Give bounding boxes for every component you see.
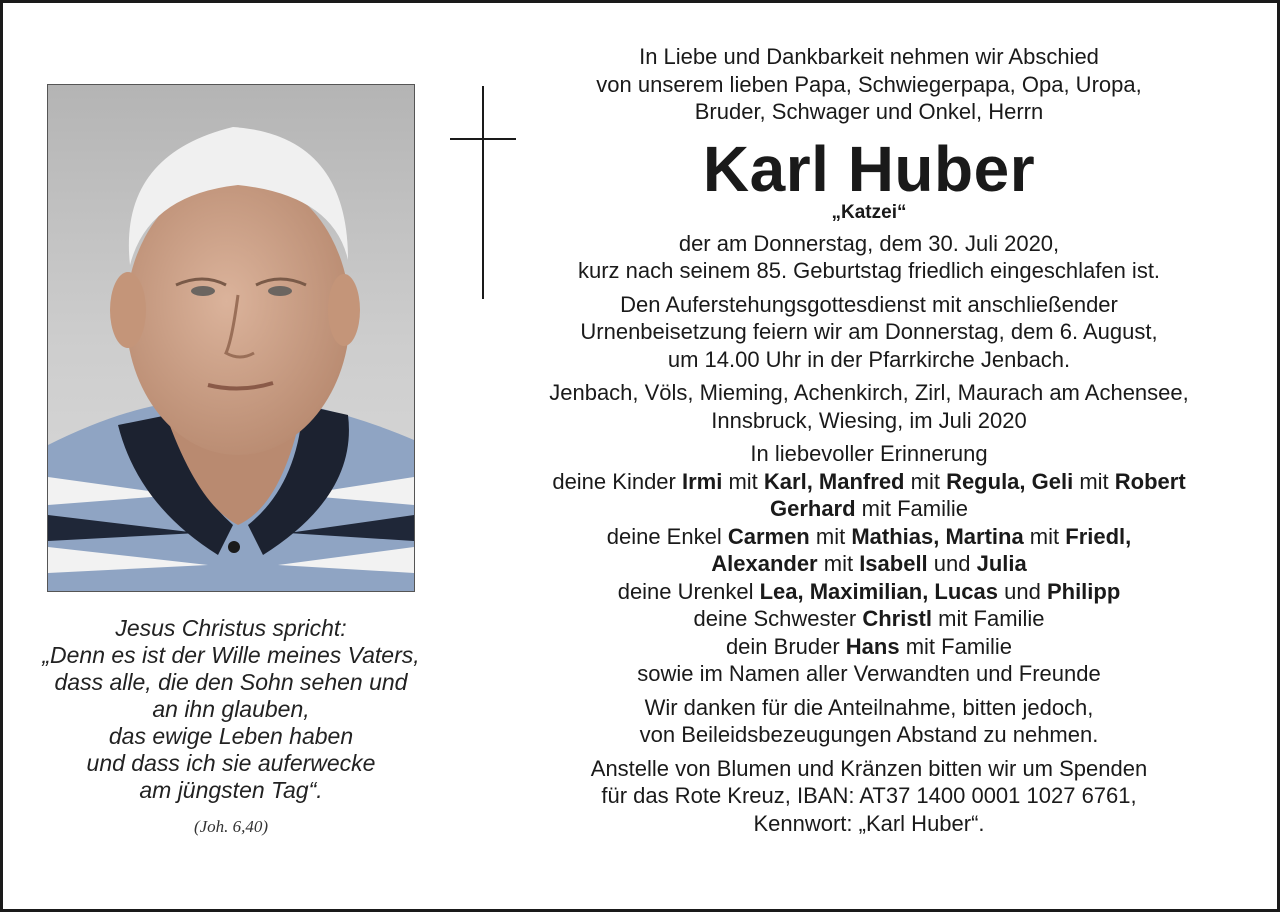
intro-line: Bruder, Schwager und Onkel, Herrn [694, 99, 1044, 124]
places-line: Innsbruck, Wiesing, im Juli 2020 [711, 407, 1027, 433]
name: Karl, Manfred [763, 468, 905, 494]
quote-reference: (Joh. 6,40) [193, 817, 269, 836]
text: deine Urenkel [617, 578, 760, 604]
service-line: Den Auferstehungsgottesdienst mit anschließender [620, 291, 1118, 317]
intro-line: von unserem lieben Papa, Schwiegerpapa, Opa, Uropa, [596, 71, 1142, 97]
service-line: um 14.00 Uhr in der Pfarrkirche Jenbach. [667, 346, 1071, 372]
quote-line: und dass ich sie auferwecke [86, 750, 376, 776]
name: Regula, Geli [946, 468, 1074, 494]
nickname: „Katzei“ [831, 201, 907, 223]
quote-line: am jüngsten Tag“. [139, 777, 323, 803]
name: Robert [1114, 468, 1186, 494]
family-grandchildren-2 [503, 550, 1235, 578]
places-line: Jenbach, Völs, Mieming, Achenkirch, Zirl, Maurach am Achensee, [549, 380, 1189, 405]
name: Julia [976, 551, 1027, 576]
text: mit [1073, 468, 1115, 494]
family-grandchildren [503, 523, 1235, 551]
service-line: Urnenbeisetzung feiern wir am Donnerstag, dem 6. August, [580, 319, 1158, 344]
family-children-2 [503, 495, 1235, 523]
main-text [503, 43, 1235, 837]
name: Irmi [681, 468, 723, 494]
portrait-photo [47, 84, 415, 592]
text: mit [1023, 523, 1066, 549]
text: dein Bruder [725, 633, 846, 659]
bible-quote [23, 615, 439, 804]
intro-line: In Liebe und Dankbarkeit nehmen wir Abschied [639, 44, 1099, 69]
name: Mathias, Martina [851, 523, 1024, 549]
quote-line: dass alle, die den Sohn sehen und [54, 669, 408, 695]
text: deine Enkel [606, 523, 728, 549]
donation-line: für das Rote Kreuz, IBAN: AT37 1400 0001 1027 6761, [601, 783, 1137, 808]
quote-line: „Denn es ist der Wille meines Vaters, [42, 642, 420, 668]
text: mit Familie [855, 496, 969, 521]
name: Christl [862, 606, 932, 631]
portrait-illustration [48, 85, 414, 591]
family-sister [503, 605, 1235, 633]
name: Philipp [1046, 578, 1121, 604]
memory-line: In liebevoller Erinnerung [750, 441, 988, 466]
family-children [503, 468, 1235, 496]
family-brother [503, 633, 1235, 661]
death-line: der am Donnerstag, dem 30. Juli 2020, [678, 230, 1060, 256]
text: deine Schwester [693, 606, 863, 631]
name: Alexander [711, 551, 818, 576]
text: mit [817, 551, 860, 576]
text: mit Familie [932, 606, 1045, 631]
cross-icon [482, 86, 484, 299]
text: und [998, 578, 1047, 604]
text: deine Kinder [552, 468, 682, 494]
text: mit [809, 523, 852, 549]
text: mit Familie [899, 633, 1013, 659]
quote-line: an ihn glauben, [152, 696, 310, 722]
family-relatives: sowie im Namen aller Verwandten und Freunde [637, 661, 1101, 686]
name: Carmen [727, 523, 810, 549]
donation-line: Kennwort: „Karl Huber“. [753, 810, 985, 836]
text: und [927, 551, 977, 576]
donation-line: Anstelle von Blumen und Kränzen bitten wir um Spenden [590, 755, 1148, 781]
name: Lea, Maximilian, Lucas [759, 578, 999, 604]
quote-line: das ewige Leben haben [108, 723, 354, 749]
quote-line: Jesus Christus spricht: [115, 615, 347, 641]
thanks-line: Wir danken für die Anteilnahme, bitten jedoch, [644, 694, 1094, 720]
name: Friedl, [1065, 523, 1132, 549]
thanks-line: von Beileidsbezeugungen Abstand zu nehmen. [639, 722, 1099, 747]
deceased-name: Karl Huber [702, 132, 1036, 205]
name: Gerhard [769, 496, 856, 521]
name: Hans [845, 633, 900, 659]
name: Isabell [859, 551, 928, 576]
text: mit [722, 468, 764, 494]
family-great-grandchildren [503, 578, 1235, 606]
death-line: kurz nach seinem 85. Geburtstag friedlich eingeschlafen ist. [577, 258, 1161, 283]
text: mit [904, 468, 947, 494]
